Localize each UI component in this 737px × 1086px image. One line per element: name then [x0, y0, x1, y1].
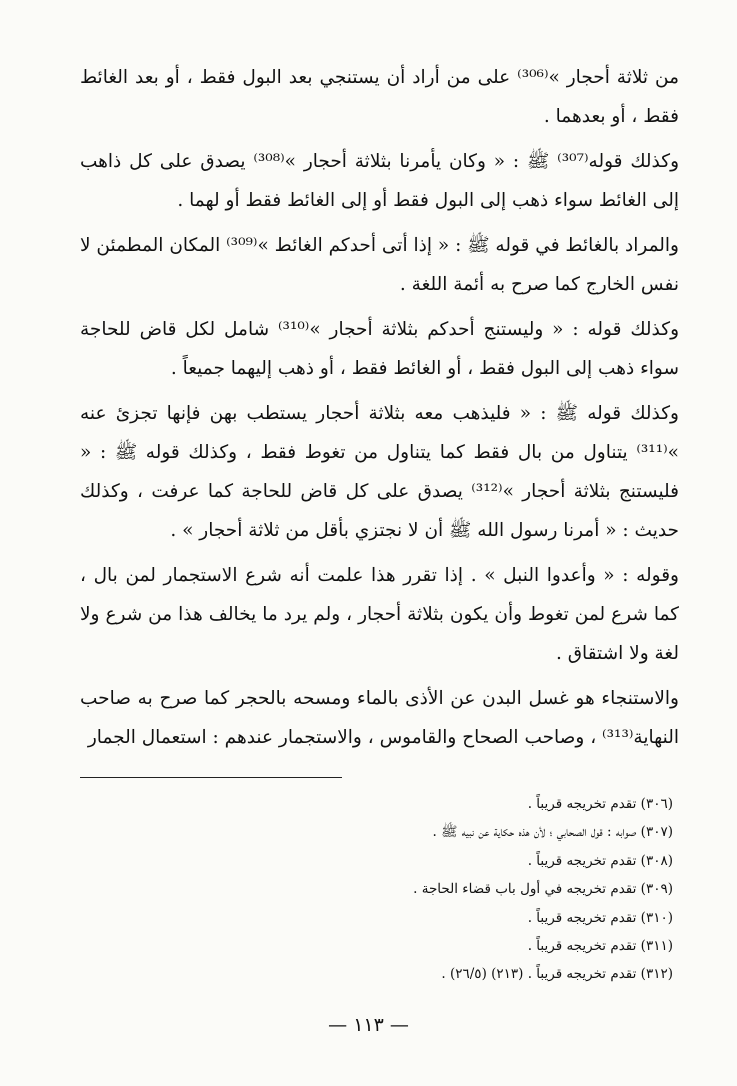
paragraph-6: وقوله : « وأعدوا النبل » . إذا تقرر هذا علمت أنه شرع الاستجمار لمن بال ، كما شرع لمن تغوط وأن يكون بثلاثة أحجار ، ولم يرد ما يخالف هذا من شرع ولا لغة ولا اشتقاق .	[80, 565, 679, 664]
paragraph-7: والاستنجاء هو غسل البدن عن الأذى بالماء ومسحه بالحجر كما صرح به صاحب النهاية⁽³¹³⁾ ، وصاحب الصحاح والقاموس ، والاستجمار عندهم : استعمال الجمار	[80, 688, 679, 748]
footnote-307: (٣٠٧) صوابه : قول الصحابي ؛ لأن هذه حكاية عن نبيه ﷺ .	[432, 824, 673, 841]
footnotes	[80, 790, 673, 989]
paragraph-3: والمراد بالغائط في قوله ﷺ : « إذا أتى أحدكم الغائط »⁽³⁰⁹⁾ المكان المطمئن لا نفس الخارج كما صرح به أئمة اللغة .	[80, 235, 679, 295]
footnote-306: (٣٠٦) تقدم تخريجه قريباً .	[527, 796, 673, 812]
footnote-308: (٣٠٨) تقدم تخريجه قريباً .	[527, 852, 673, 869]
main-text	[80, 58, 679, 763]
footnote-310: (٣١٠) تقدم تخريجه قريباً .	[527, 909, 673, 926]
paragraph-4: وكذلك قوله : « وليستنج أحدكم بثلاثة أحجار »⁽³¹⁰⁾ شامل لكل قاض للحاجة سواء ذهب إلى البول فقط ، أو الغائط فقط ، أو ذهب إليهما جميعاً .	[80, 319, 679, 379]
footnote-309: (٣٠٩) تقدم تخريجه في أول باب قضاء الحاجة .	[413, 881, 673, 898]
footnote-312: (٣١٢) تقدم تخريجه قريباً . (٢١٣) (٢٦/٥) .	[441, 966, 673, 983]
paragraph-5: وكذلك قوله ﷺ : « فليذهب معه بثلاثة أحجار يستطب بهن فإنها تجزئ عنه »⁽³¹¹⁾ يتناول من بال فقط كما يتناول من تغوط فقط ، وكذلك قوله ﷺ : « فليستنج بثلاثة أحجار »⁽³¹²⁾ يصدق على كل قاض للحاجة كما عرفت ، وكذلك حديث : « أمرنا رسول الله ﷺ أن لا نجتزي بأقل من ثلاثة أحجار » .	[80, 403, 679, 541]
footnote-311: (٣١١) تقدم تخريجه قريباً .	[527, 938, 673, 955]
paragraph-1: من ثلاثة أحجار »⁽³⁰⁶⁾ على من أراد أن يستنجي بعد البول فقط ، أو بعد الغائط فقط ، أو بعدهما .	[80, 67, 679, 127]
paragraph-2: وكذلك قوله⁽³⁰⁷⁾ ﷺ : « وكان يأمرنا بثلاثة أحجار »⁽³⁰⁸⁾ يصدق على كل ذاهب إلى الغائط سواء ذهب إلى البول فقط أو إلى الغائط فقط أو لهما .	[80, 151, 680, 211]
page-number: — ١١٣ —	[328, 1014, 409, 1036]
footnote-divider	[80, 777, 342, 778]
